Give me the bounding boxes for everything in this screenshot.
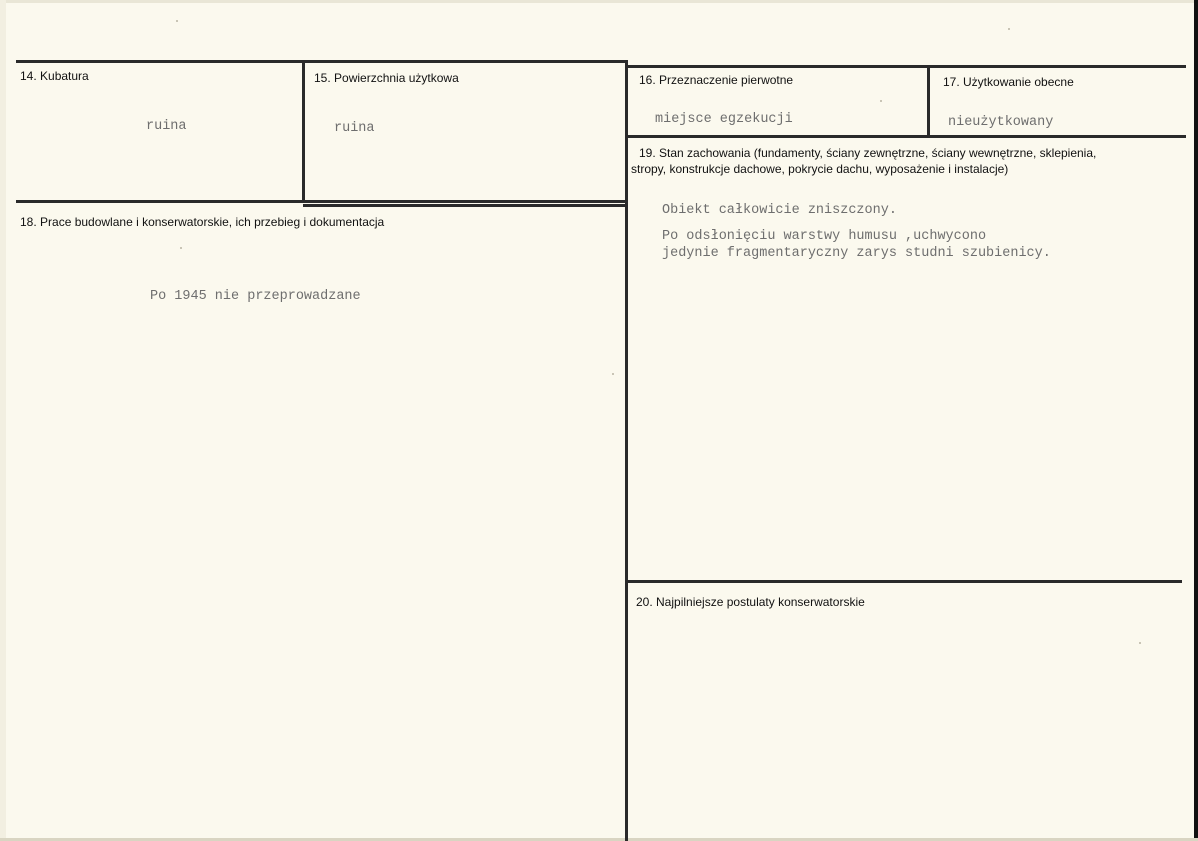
rule-row2-left-b <box>303 204 626 207</box>
paper-speck <box>612 373 614 375</box>
paper-speck <box>180 247 182 249</box>
field-17-label: 17. Użytkowanie obecne <box>943 75 1074 89</box>
field-19-label-line1: 19. Stan zachowania (fundamenty, ściany zewnętrzne, ściany wewnętrzne, sklepienia, <box>639 146 1097 160</box>
field-20-label: 20. Najpilniejsze postulaty konserwatorskie <box>636 595 865 609</box>
rule-row2-left <box>16 200 626 203</box>
paper-edge-left <box>0 0 6 841</box>
field-15-value: ruina <box>334 121 375 136</box>
paper-speck <box>1008 28 1010 30</box>
field-14-label: 14. Kubatura <box>20 69 89 83</box>
rule-top-right <box>626 65 1186 68</box>
field-15-label: 15. Powierzchnia użytkowa <box>314 71 459 85</box>
rule-top <box>16 60 628 63</box>
field-19-label-line2: stropy, konstrukcje dachowe, pokrycie dachu, wyposażenie i instalacje) <box>631 162 1009 176</box>
field-17-value: nieużytkowany <box>948 115 1054 130</box>
rule-row3-right <box>626 580 1182 583</box>
field-16-label: 16. Przeznaczenie pierwotne <box>639 73 794 87</box>
field-19-text-line2: Po odsłonięciu warstwy humusu ,uchwycono <box>662 229 987 244</box>
field-16-value: miejsce egzekucji <box>655 112 793 127</box>
field-19-text-line3: jedynie fragmentaryczny zarys studni szubienicy. <box>662 246 1051 261</box>
paper-speck <box>880 100 882 102</box>
paper-speck <box>1139 642 1141 644</box>
field-14-value: ruina <box>146 119 187 134</box>
paper-speck <box>176 20 178 22</box>
paper-edge-right <box>1194 0 1198 841</box>
field-18-label: 18. Prace budowlane i konserwatorskie, ich przebieg i dokumentacja <box>20 215 385 229</box>
divider-main <box>625 62 628 841</box>
rule-row2-right <box>626 135 1186 138</box>
field-19-text-line1: Obiekt całkowicie zniszczony. <box>662 203 897 218</box>
field-18-value: Po 1945 nie przeprowadzane <box>150 289 361 304</box>
divider-14-15 <box>302 62 305 203</box>
paper-edge-top <box>0 0 1198 3</box>
divider-16-17 <box>927 66 930 137</box>
